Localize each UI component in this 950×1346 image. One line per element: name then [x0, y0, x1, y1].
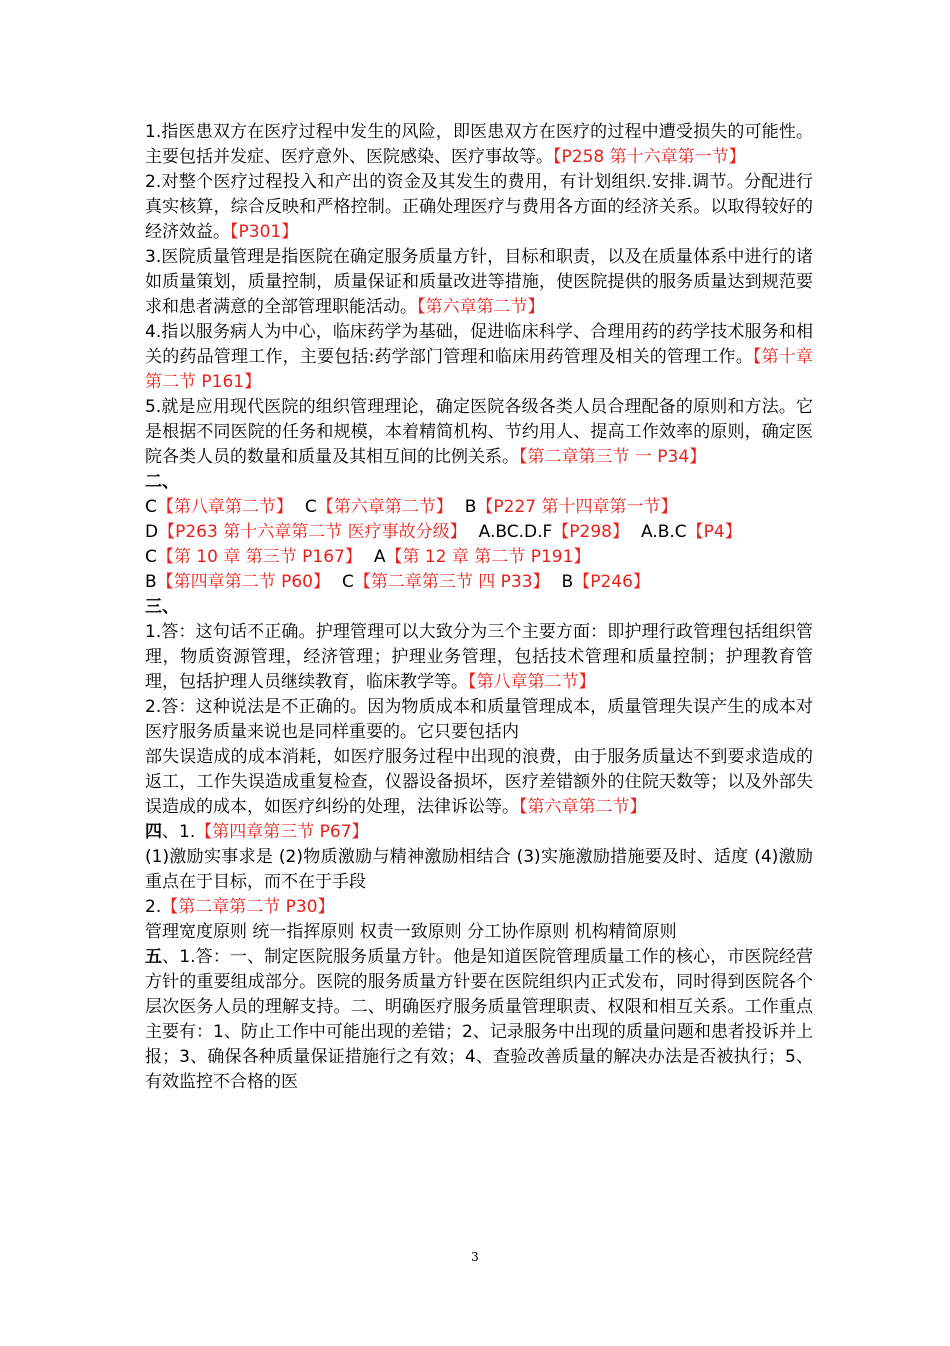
item-reference: 【第四章第三节 P67】 [195, 822, 369, 842]
answer-item-2 [145, 170, 813, 245]
choice-answer: A.BC.D.F [478, 522, 553, 542]
choice-answer: A [373, 547, 386, 567]
answer-text-5: 5.就是应用现代医院的组织管理理论，确定医院各级各类人员合理配备的原则和方法。它是根据不同医院的任务和规模，本着精简机构、节约用人、提高工作效率的原则，确定医院各类人员的数量和质量及其相互间的比例关系。 [145, 397, 813, 467]
choice-reference: 【第 10 章 第三节 P167】 [156, 547, 362, 567]
choice-answer: D [145, 522, 159, 542]
judgment-reference: 【第八章第二节】 [468, 672, 596, 692]
section-four-heading: 四 [145, 822, 162, 842]
answer-item-4 [145, 320, 813, 395]
choice-reference: 【P263 第十六章第二节 医疗事故分级】 [158, 522, 467, 542]
reference-1: 【P258 第十六章第一节】 [553, 147, 746, 167]
answer-text [145, 120, 813, 1095]
choice-reference: 【第六章第二节】 [316, 497, 453, 517]
page-number: 3 [471, 1250, 479, 1264]
judgment-reference: 【第六章第二节】 [519, 797, 647, 817]
answer-item-1 [145, 120, 813, 170]
judgment-text: 1.答：这句话不正确。护理管理可以大致分为三个主要方面：即护理行政管理包括组织管理，物质资源管理，经济管理；护理业务管理，包括技术管理和质量控制；护理教育管理，包括护理人员继续教育，临床教学等。 [145, 622, 813, 692]
answer-item-3 [145, 245, 813, 320]
choice-row-4 [145, 570, 813, 595]
choice-reference: 【第 12 章 第二节 P191】 [385, 547, 591, 567]
section-four-item2-heading [145, 895, 813, 920]
judgment-text: 2.答：这种说法是不正确的。因为物质成本和质量管理成本，质量管理失误产生的成本对医疗服务质量来说也是同样重要的。它只要包括内 [145, 697, 813, 742]
choice-reference: 【P298】 [552, 522, 629, 542]
answer-text-2: 2.对整个医疗过程投入和产出的资金及其发生的费用，有计划组织.安排.调节。分配进行真实核算，综合反映和严格控制。正确处理医疗与费用各方面的经济关系。以取得较好的经济效益。 [145, 172, 813, 242]
reference-5: 【第二章第三节 一 P34】 [519, 447, 707, 467]
section-three-heading: 三、 [145, 597, 179, 617]
section-four-item1-heading [145, 820, 813, 845]
judgment-answer-2-cont [145, 745, 813, 820]
choice-answer: B [464, 497, 477, 517]
section-four-item2-text: 管理宽度原则 统一指挥原则 权责一致原则 分工协作原则 机构精简原则 [145, 922, 677, 942]
choice-reference: 【第四章第二节 P60】 [156, 572, 330, 592]
choice-answer: C [341, 572, 354, 592]
choice-row-3 [145, 545, 813, 570]
choice-row-2 [145, 520, 813, 545]
reference-2: 【P301】 [230, 222, 299, 242]
section-five-heading: 五 [145, 947, 163, 967]
choice-reference: 【P227 第十四章第一节】 [476, 497, 678, 517]
answer-text-1: 1.指医患双方在医疗过程中发生的风险，即医患双方在医疗的过程中遭受损失的可能性。主要包括并发症、医疗意外、医院感染、医疗事故等。 [145, 122, 813, 167]
choice-reference: 【P246】 [573, 572, 650, 592]
section-two-heading: 二、 [145, 472, 179, 492]
choice-reference: 【第八章第二节】 [156, 497, 293, 517]
section-five-text [145, 945, 813, 1095]
judgment-text: 部失误造成的成本消耗，如医疗服务过程中出现的浪费，由于服务质量达不到要求造成的返工，工作失误造成重复检查，仪器设备损坏，医疗差错额外的住院天数等；以及外部失误造成的成本，如医疗纠纷的处理，法律诉讼等。 [145, 747, 813, 817]
choice-answer: A.B.C [640, 522, 687, 542]
judgment-answer-2 [145, 695, 813, 745]
answer-text-4: 4.指以服务病人为中心，临床药学为基础，促进临床科学、合理用药的药学技术服务和相关的药品管理工作，主要包括:药学部门管理和临床用药管理及相关的管理工作。 [145, 322, 813, 367]
choice-reference: 【第二章第三节 四 P33】 [353, 572, 550, 592]
section-four-item1-text: (1)激励实事求是 (2)物质激励与精神激励相结合 (3)实施激励措施要及时、适度 (4)激励重点在于目标，而不在于手段 [145, 847, 813, 892]
choice-row-1 [145, 495, 813, 520]
answer-item-5 [145, 395, 813, 470]
reference-4: 【第十章 第二节 P161】 [145, 347, 814, 392]
choice-answer: B [561, 572, 574, 592]
choice-answer: C [304, 497, 317, 517]
choice-answer: C [145, 547, 157, 567]
choice-answer: B [145, 572, 157, 592]
reference-3: 【第六章第二节】 [417, 297, 545, 317]
choice-answer: C [145, 497, 157, 517]
item-label: 2. [145, 897, 162, 917]
choice-reference: 【P4】 [686, 522, 742, 542]
essay-answer-text: 、1.答：一、制定医院服务质量方针。他是知道医院管理质量工作的核心，市医院经营方针的重要组成部分。医院的服务质量方针要在医院组织内正式发布，同时得到医院各个层次医务人员的理解支持。二、明确医疗服务质量管理职责、权限和相互关系。工作重点主要有：1、防止工作中可能出现的差错；2、记录服务中出现的质量问题和患者投诉并上报；3、确保各种质量保证措施行之有效；4、查验改善质量的解决办法是否被执行；5、有效监控不合格的医 [145, 947, 814, 1092]
item-reference: 【第二章第二节 P30】 [161, 897, 335, 917]
answer-text-3: 3.医院质量管理是指医院在确定服务质量方针，目标和职责，以及在质量体系中进行的诸如质量策划，质量控制，质量保证和质量改进等措施，使医院提供的服务质量达到规范要求和患者满意的全部管理职能活动。 [145, 247, 813, 317]
item-label: 、1. [162, 822, 196, 842]
judgment-answer-1 [145, 620, 813, 695]
